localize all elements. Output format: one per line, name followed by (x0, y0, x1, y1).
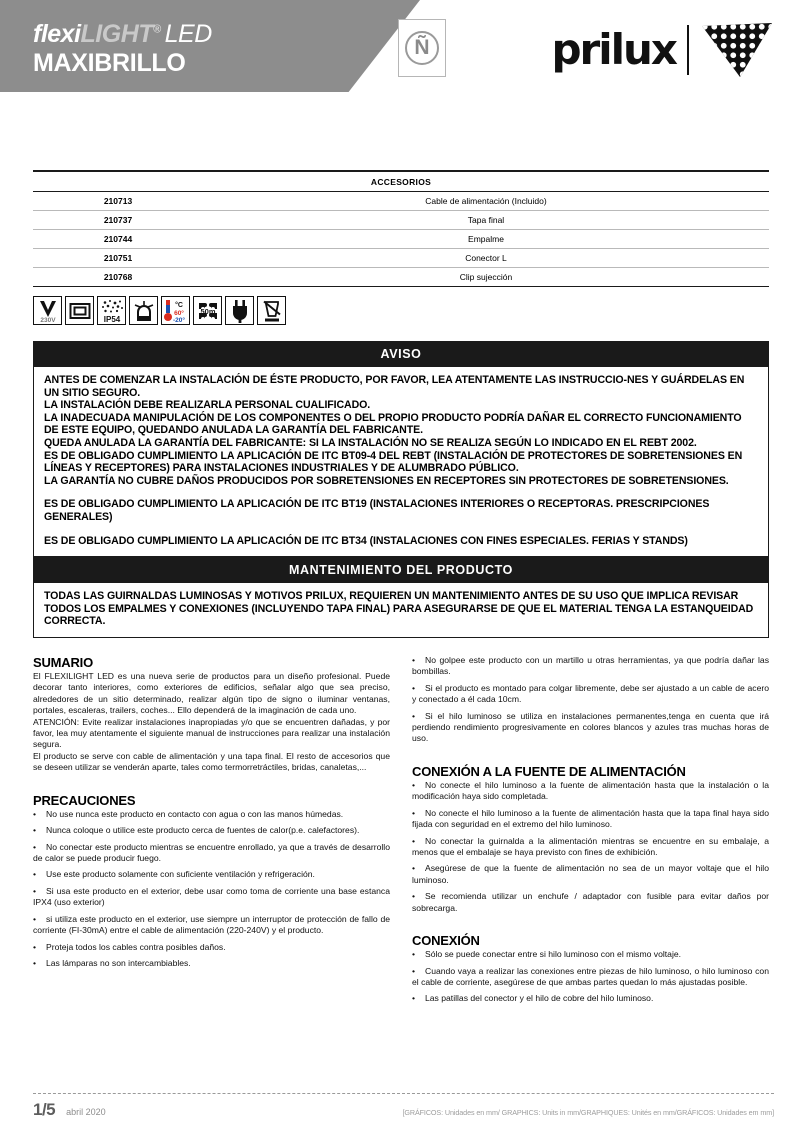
svg-text:230V: 230V (39, 316, 56, 324)
svg-text:-20°: -20° (172, 316, 185, 324)
svg-text:°C: °C (174, 301, 183, 309)
notice-paragraph: LA INADECUADA MANIPULACIÓN DE LOS COMPONENTES O DEL PROPIO PRODUCTO PODRÍA DAÑAR EL CORRECTO FUNCIONAMIENTO DE ESTE EQUIPO, QUEDANDO ANULADA LA GARANTÍA DEL FABRICANTE. (44, 411, 742, 437)
accessory-code: 210713 (33, 192, 203, 211)
list-item (412, 655, 769, 678)
list-item-text: Si usa este producto en el exterior, debe usar como toma de corriente una base estanca IPX4 (uso exterior) (33, 885, 390, 908)
bullet-icon: • (33, 941, 37, 952)
accessory-description: Cable de alimentación (Incluido) (203, 192, 769, 211)
bullet-icon: • (412, 891, 416, 902)
bullet-icon: • (412, 949, 416, 960)
list-item (33, 886, 390, 909)
accessories-table (33, 170, 769, 287)
bullet-icon: • (412, 654, 416, 665)
notice-paragraph-bt34: ES DE OBLIGADO CUMPLIMIENTO LA APLICACIÓN DE ITC BT34 (INSTALACIONES CON FINES ESPECIALES. FERIAS Y STANDS) (44, 534, 688, 547)
list-item-text: No conecte el hilo luminoso a la fuente de alimentación hasta que la tapa final haya sido fijada con seguridad en el extremo del hilo luminoso. (412, 807, 769, 830)
svg-text:IP54: IP54 (103, 314, 120, 324)
accessories-title: ACCESORIOS (33, 171, 769, 192)
notice-paragraph-bt19: ES DE OBLIGADO CUMPLIMIENTO LA APLICACIÓN DE ITC BT19 (INSTALACIONES INTERIORES O RECEPTORAS. PRESCRIPCIONES GENERALES) (44, 498, 710, 523)
list-item (33, 942, 390, 953)
bullet-icon: • (412, 835, 416, 846)
list-item-text: No golpee este producto con un martillo u otras herramientas, ya que podría dañar las bombillas. (412, 654, 769, 677)
power-connection-list (412, 780, 769, 914)
accessory-description: Empalme (203, 230, 769, 249)
table-row (33, 268, 769, 287)
footer-divider (33, 1093, 774, 1094)
list-item-text: No conectar este producto mientras se encuentre enrollado, ya que a través de desarrollo de calor se puede producir fuego. (33, 841, 390, 863)
bullet-icon: • (412, 682, 416, 693)
accessories-table-body (33, 192, 769, 287)
list-item-text: si utiliza este producto en el exterior, use siempre un interruptor de protección de fallo de corriente (FI-30mA) entre el cable de alimentación (220-240V) y el producto. (33, 913, 390, 936)
bullet-icon: • (412, 863, 416, 874)
list-item (33, 869, 390, 880)
bullet-icon: • (412, 993, 416, 1004)
right-column (412, 655, 769, 1010)
brand-led-text: LED (164, 20, 212, 48)
bullet-icon: • (33, 869, 37, 880)
list-item (412, 993, 769, 1004)
precautions-title: PRECAUCIONES (33, 792, 136, 808)
weee-disposal-icon (257, 296, 286, 325)
list-item (33, 825, 390, 836)
connection-title: CONEXIÓN (412, 933, 480, 949)
list-item-text: Cuando vaya a realizar las conexiones entre piezas de hilo luminoso, o hilo luminoso con el cable de corriente, asegúrese de que ambas partes quedan lo más ajustadas posible. (412, 965, 769, 987)
notice-paragraph: QUEDA ANULADA LA GARANTÍA DEL FABRICANTE: SI LA INSTALACIÓN NO SE REALIZA SEGÚN LO INDICADO EN EL REBT 2002. (44, 436, 697, 449)
brand-light-text: LIGHT (80, 20, 154, 48)
power-connection-title: CONEXIÓN A LA FUENTE DE ALIMENTACIÓN (412, 763, 686, 779)
page-content (0, 170, 802, 1010)
notice-paragraph: ES DE OBLIGADO CUMPLIMIENTO LA APLICACIÓN DE ITC BT09-4 DEL REBT (INSTALACIÓN DE PROTECTORES DE SOBRETENSIONES EN LÍNEAS Y RECEPTORES) PARA INSTALACIONES INDUSTRIALES Y DE ALUMBRADO PÚBLICO. (44, 449, 743, 475)
list-item-text: Se recomienda utilizar un enchufe / adaptador con fusible para evitar daños por sobrecarga. (412, 891, 769, 913)
table-row (33, 192, 769, 211)
list-item (412, 711, 769, 745)
ip54-protection-icon (97, 296, 126, 325)
body-columns (33, 655, 769, 1010)
maintenance-banner: MANTENIMIENTO DEL PRODUCTO (33, 557, 769, 583)
bullet-icon: • (33, 913, 37, 924)
list-item (33, 809, 390, 820)
product-brand-block (33, 22, 212, 76)
accessory-description: Conector L (203, 249, 769, 268)
bullet-icon: • (33, 841, 37, 852)
notice-paragraph: ANTES DE COMENZAR LA INSTALACIÓN DE ÉSTE PRODUCTO, POR FAVOR, LEA ATENTAMENTE LAS INSTRUCCIO-NES Y GUÁRDELAS EN UN SITIO SEGURO. (44, 374, 745, 399)
list-item (412, 808, 769, 831)
page-footer (33, 1093, 774, 1120)
prilux-logo (551, 22, 774, 78)
list-item (412, 836, 769, 859)
class-ii-double-insulation-icon (65, 296, 94, 325)
document-date: abril 2020 (66, 1107, 106, 1117)
list-item-text: Nunca coloque o utilice este producto cerca de fuentes de calor(p.e. calefactores). (46, 825, 360, 836)
footer-row (33, 1100, 774, 1120)
summary-title: SUMARIO (33, 654, 93, 670)
prilux-triangle-icon (700, 22, 774, 78)
bullet-icon: • (33, 808, 37, 819)
plug-connector-icon (225, 296, 254, 325)
list-item (33, 914, 390, 937)
page-header (0, 0, 802, 92)
precautions-list (33, 809, 390, 970)
list-item-text: Sólo se puede conectar entre si hilo luminoso con el mismo voltaje. (425, 949, 682, 960)
bullet-icon: • (33, 885, 37, 896)
accessory-code: 210751 (33, 249, 203, 268)
list-item-text: Si el producto es montado para colgar libremente, debe ser ajustado a un cable de acero y conectado a él cada 10cm. (412, 682, 769, 705)
table-header-row (33, 171, 769, 192)
svg-text:60°: 60° (173, 309, 184, 317)
list-item-text: No conectar la guirnalda a la alimentación mientras se encuentre en su embalaje, a menos que el embalaje se haya previsto con fines de exhibición. (412, 835, 769, 857)
prilux-wordmark: prilux (551, 25, 676, 74)
accessory-description: Tapa final (203, 211, 769, 230)
connection-list (412, 949, 769, 1005)
bullet-icon: • (412, 807, 416, 818)
page-title: MAXIBRILLO (33, 49, 186, 77)
accessory-code: 210768 (33, 268, 203, 287)
maintenance-text: TODAS LAS GUIRNALDAS LUMINOSAS Y MOTIVOS PRILUX, REQUIEREN UN MANTENIMIENTO ANTES DE SU USO QUE IMPLICA REVISAR TODOS LOS EMPALMES Y CONEXIONES (INCLUYENDO TAPA FINAL) PARA ASEGURARSE DE QUE EL MATERIAL TENGA LA ESTANQUEIDAD CORRECTA. (44, 590, 754, 628)
summary-accessories-note: El producto se serve con cable de alimentación y una tapa final. El resto de accesorios que se deseen utilizar se venderán aparte, tales como termorretráctiles, bridas, canaletas,... (33, 750, 390, 773)
list-item-text: Las lámparas no son intercambiables. (46, 957, 191, 968)
bullet-icon: • (412, 965, 416, 976)
list-item-text: No conecte el hilo luminoso a la fuente de alimentación hasta que la instalación o la modificación haya sido completada. (412, 779, 769, 802)
bullet-icon: • (33, 957, 37, 968)
left-column (33, 655, 390, 1010)
max-length-icon (193, 296, 222, 325)
registered-trademark-icon: ® (153, 23, 161, 36)
list-item (33, 842, 390, 865)
precautions-continued-list (412, 655, 769, 745)
list-item (412, 966, 769, 989)
pictogram-strip (33, 296, 769, 325)
notice-box (33, 367, 769, 557)
list-item-text: Las patillas del conector y el hilo de cobre del hilo luminoso. (425, 993, 654, 1004)
logo-divider (687, 25, 689, 75)
table-row (33, 211, 769, 230)
voltage-icon (33, 296, 62, 325)
accessory-description: Clip sujección (203, 268, 769, 287)
list-item-text: Use este producto solamente con suficiente ventilación y refrigeración. (46, 869, 315, 880)
impact-resistance-icon (129, 296, 158, 325)
summary-paragraph: El FLEXILIGHT LED es una nueva serie de productos para un diseño profesional. Puede decorar tanto interiores, como exteriores de edificios, señalar algo que sea preciso, alrededores de un sitio determinado, realizar algún tipo de signo o iluminar ventanas, portales, escaleras, trailers, coches... Ello dependerá de la imaginación de cada uno. (33, 670, 390, 716)
brand-flexi-text: flexi (33, 20, 81, 48)
list-item (412, 949, 769, 960)
list-item-text: Proteja todos los cables contra posibles daños. (46, 941, 226, 952)
list-item-text: Asegúrese de que la fuente de alimentación no sea de un mayor voltaje que el hilo luminoso. (412, 863, 769, 885)
summary-attention: ATENCIÓN: Evite realizar instalaciones inapropiadas y/o que se encuentren dañadas, y por favor, lea muy atentamente el siguiente manual de instrucciones para realizar una instalación segura. (33, 716, 390, 750)
list-item (412, 780, 769, 803)
accessory-code: 210744 (33, 230, 203, 249)
bullet-icon: • (412, 710, 416, 721)
list-item (33, 958, 390, 969)
list-item (412, 683, 769, 706)
accessory-code: 210737 (33, 211, 203, 230)
units-note: [GRÁFICOS: Unidades en mm/ GRAPHICS: Units in mm/GRAPHIQUES: Unités en mm/GRÁFICOS: Unidades em mm] (402, 1108, 774, 1117)
bullet-icon: • (412, 779, 416, 790)
maintenance-box (33, 583, 769, 638)
notice-banner: AVISO (33, 341, 769, 367)
table-row (33, 230, 769, 249)
page-number: 1/5 (33, 1100, 56, 1119)
aenor-certification-mark (398, 19, 446, 77)
svg-text:50m: 50m (199, 306, 216, 316)
list-item-text: Si el hilo luminoso se utiliza en instalaciones permanentes,tenga en cuenta que irá perdiendo rendimiento progresivamente en colores blancos y azules tras muchas horas de uso. (412, 710, 769, 744)
table-row (33, 249, 769, 268)
bullet-icon: • (33, 825, 37, 836)
notice-paragraph: LA GARANTÍA NO CUBRE DAÑOS PRODUCIDOS POR SOBRETENSIONES EN RECEPTORES SIN PROTECTORES DE SOBRETENSIONES. (44, 474, 729, 487)
notice-paragraph: LA INSTALACIÓN DEBE REALIZARLA PERSONAL CUALIFICADO. (44, 399, 371, 412)
list-item-text: No use nunca este producto en contacto con agua o con las manos húmedas. (46, 808, 344, 819)
brand-flexilight-led (33, 22, 212, 47)
cert-letter-icon: Ñ (405, 31, 439, 65)
list-item (412, 863, 769, 886)
temperature-range-icon (161, 296, 190, 325)
list-item (412, 891, 769, 914)
